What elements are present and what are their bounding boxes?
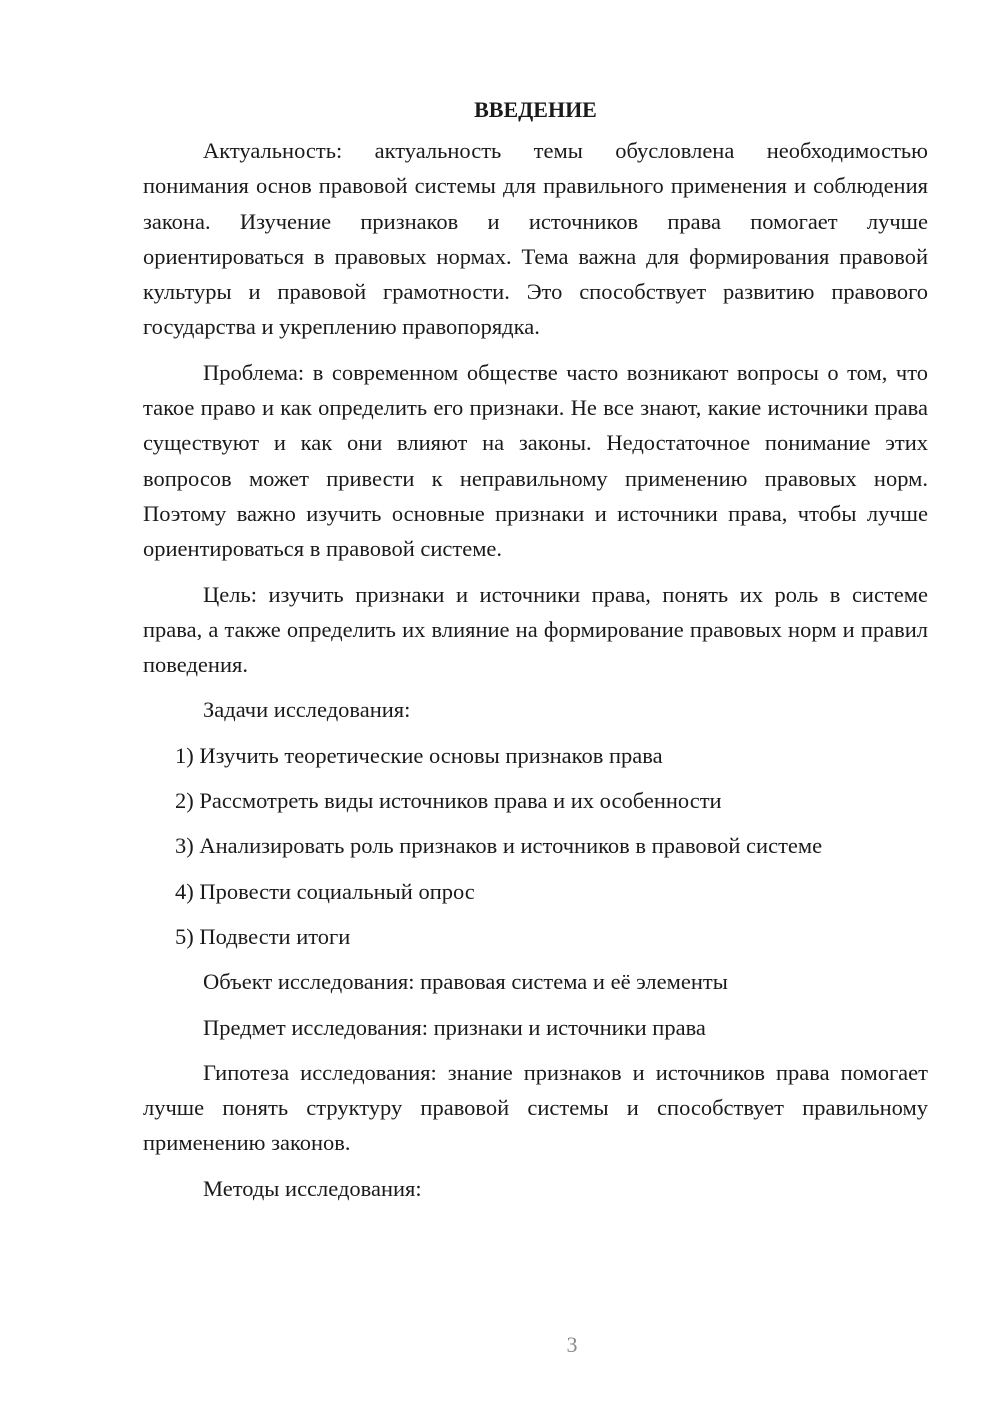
hypothesis-paragraph: Гипотеза исследования: знание признаков и источников права помогает лучше понять структуру правовой системы и способствует правильному применению законов.: [143, 1059, 928, 1156]
list-item: 1) Изучить теоретические основы признаков права: [175, 742, 663, 768]
methods-title: Методы исследования:: [203, 1175, 422, 1201]
section-heading: ВВЕДЕНИЕ: [474, 97, 597, 122]
list-item: 3) Анализировать роль признаков и источников в правовой системе: [175, 833, 823, 859]
list-item: 4) Провести социальный опрос: [175, 878, 475, 904]
problem-paragraph: Проблема: в современном обществе часто возникают вопросы о том, что такое право и как определить его признаки. Не все знают, какие источники права существуют и как они влияют на законы. Недостаточное понимание этих вопросов может привести к неправильному применению правовых норм. Поэтому важно изучить основные признаки и источники права, чтобы лучше ориентироваться в правовой системе.: [143, 359, 928, 562]
document-page: [143, 92, 928, 1216]
relevance-paragraph: Актуальность: актуальность темы обусловлена необходимостью понимания основ правовой системы для правильного применения и соблюдения закона. Изучение признаков и источников права помогает лучше ориентироваться в правовых нормах. Тема важна для формирования правовой культуры и правовой грамотности. Это способствует развитию правового государства и укреплению правопорядка.: [143, 138, 928, 340]
page-number: 3: [566, 1332, 578, 1357]
tasks-list: [143, 738, 928, 954]
tasks-title: Задачи исследования:: [203, 697, 411, 723]
goal-paragraph: Цель: изучить признаки и источники права, понять их роль в системе права, а также определить их влияние на формирование правовых норм и правил поведения.: [143, 581, 928, 678]
list-item: 2) Рассмотреть виды источников права и их особенности: [175, 788, 722, 814]
list-item: 5) Подвести итоги: [175, 923, 351, 949]
object-line: Объект исследования: правовая система и её элементы: [203, 969, 728, 995]
subject-line: Предмет исследования: признаки и источники права: [203, 1014, 706, 1040]
